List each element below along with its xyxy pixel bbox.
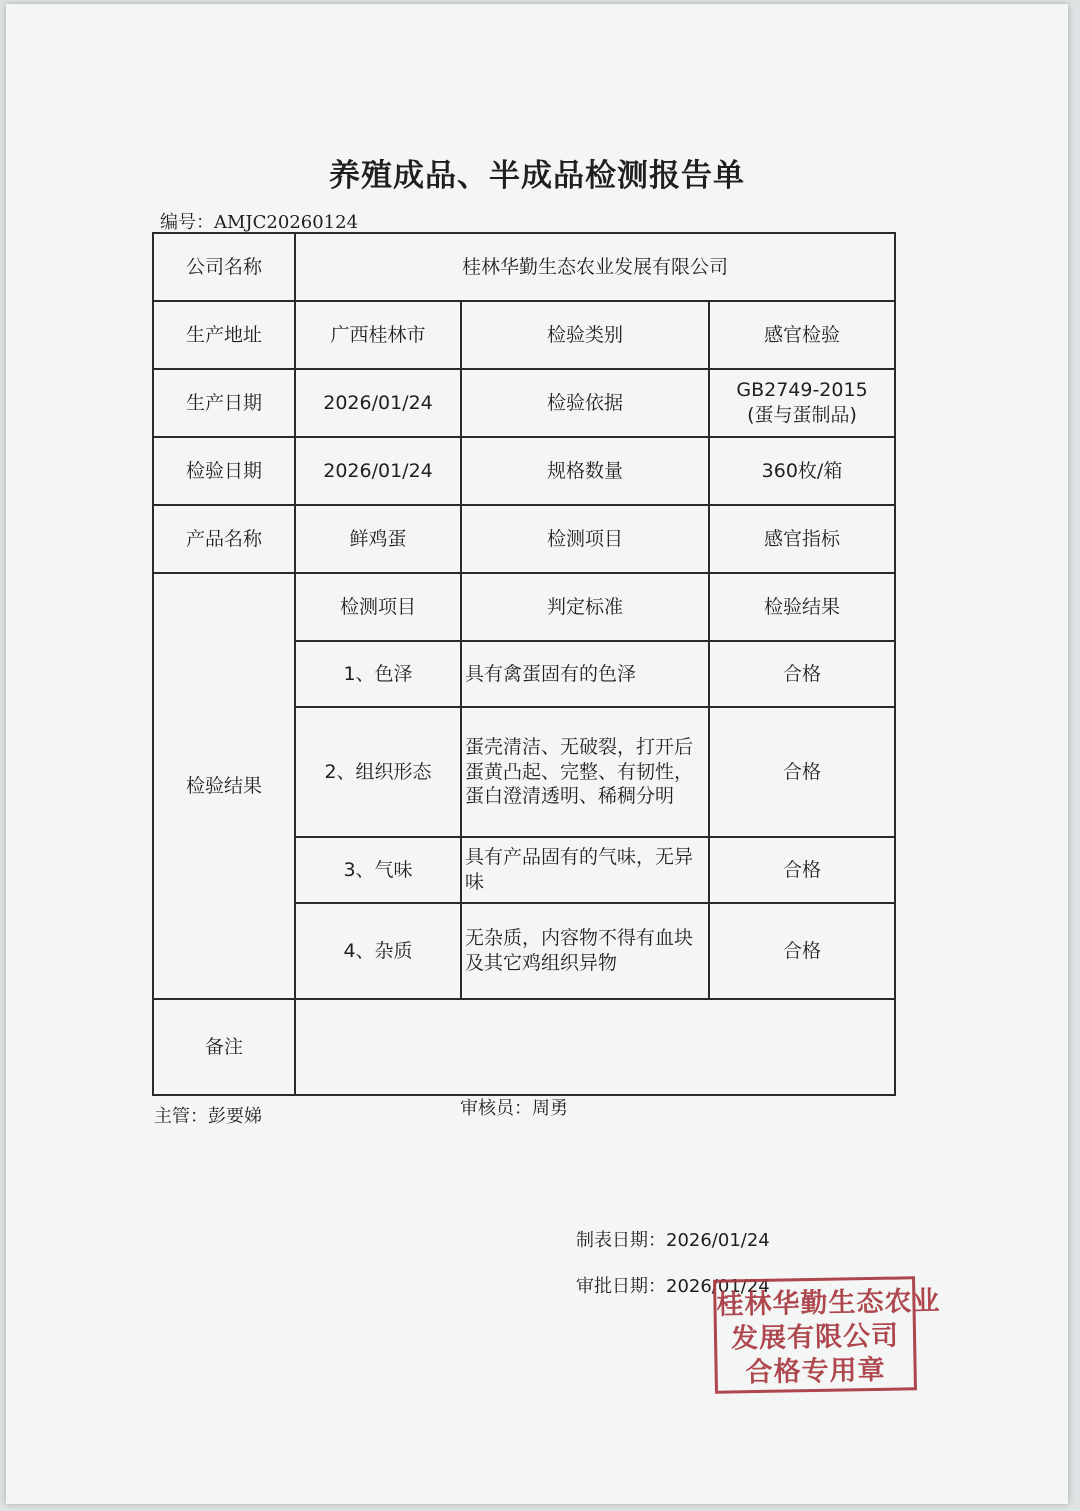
remarks-row [153, 999, 895, 1095]
inspection-date-label: 检验日期 [153, 437, 295, 505]
result-item: 3、气味 [295, 837, 461, 903]
results-header-item: 检测项目 [295, 573, 461, 641]
inspection-date-row [153, 437, 895, 505]
inspection-date-value: 2026/01/24 [295, 437, 461, 505]
remarks-label: 备注 [153, 999, 295, 1095]
production-date-label: 生产日期 [153, 369, 295, 437]
results-header-result: 检验结果 [709, 573, 895, 641]
category-label: 检验类别 [461, 301, 709, 369]
results-section-label: 检验结果 [153, 573, 295, 999]
company-value: 桂林华勤生态农业发展有限公司 [295, 233, 895, 301]
company-row [153, 233, 895, 301]
made-date: 制表日期：2026/01/24 [576, 1230, 770, 1251]
result-standard: 具有产品固有的气味，无异味 [461, 837, 709, 903]
basis-value [709, 369, 895, 437]
production-date-row [153, 369, 895, 437]
results-header-row [153, 573, 895, 641]
result-value: 合格 [709, 707, 895, 837]
result-value: 合格 [709, 837, 895, 903]
supervisor-signature: 主管：彭要娣 [154, 1106, 262, 1127]
address-value: 广西桂林市 [295, 301, 461, 369]
production-date-value: 2026/01/24 [295, 369, 461, 437]
reviewer-signature: 审核员：周勇 [460, 1098, 568, 1119]
basis-standard-code: GB2749-2015 [736, 379, 868, 402]
address-label: 生产地址 [153, 301, 295, 369]
product-label: 产品名称 [153, 505, 295, 573]
basis-label: 检验依据 [461, 369, 709, 437]
remarks-value [295, 999, 895, 1095]
result-item: 2、组织形态 [295, 707, 461, 837]
document-number: 编号：AMJC20260124 [160, 212, 359, 233]
report-sheet [6, 4, 1068, 1504]
company-label: 公司名称 [153, 233, 295, 301]
result-standard: 蛋壳清洁、无破裂，打开后蛋黄凸起、完整、有韧性，蛋白澄清透明、稀稠分明 [461, 707, 709, 837]
results-header-standard: 判定标准 [461, 573, 709, 641]
seal-line: 桂林华勤生态农业 [716, 1285, 941, 1321]
result-value: 合格 [709, 641, 895, 707]
result-standard: 无杂质，内容物不得有血块及其它鸡组织异物 [461, 903, 709, 999]
basis-standard-name: (蛋与蛋制品) [747, 404, 857, 426]
product-value: 鲜鸡蛋 [295, 505, 461, 573]
category-value: 感官检验 [709, 301, 895, 369]
result-item: 1、色泽 [295, 641, 461, 707]
spec-label: 规格数量 [461, 437, 709, 505]
seal-line: 发展有限公司 [730, 1320, 900, 1355]
product-row [153, 505, 895, 573]
test-item-value: 感官指标 [709, 505, 895, 573]
result-value: 合格 [709, 903, 895, 999]
spec-value: 360枚/箱 [709, 437, 895, 505]
approved-date: 审批日期：2026/01/24 [576, 1276, 770, 1297]
result-standard: 具有禽蛋固有的色泽 [461, 641, 709, 707]
result-item: 4、杂质 [295, 903, 461, 999]
address-row [153, 301, 895, 369]
company-seal-stamp [713, 1276, 941, 1394]
seal-line: 合格专用章 [745, 1354, 886, 1389]
report-title: 养殖成品、半成品检测报告单 [329, 158, 745, 194]
inspection-table [152, 232, 896, 1096]
test-item-label: 检测项目 [461, 505, 709, 573]
